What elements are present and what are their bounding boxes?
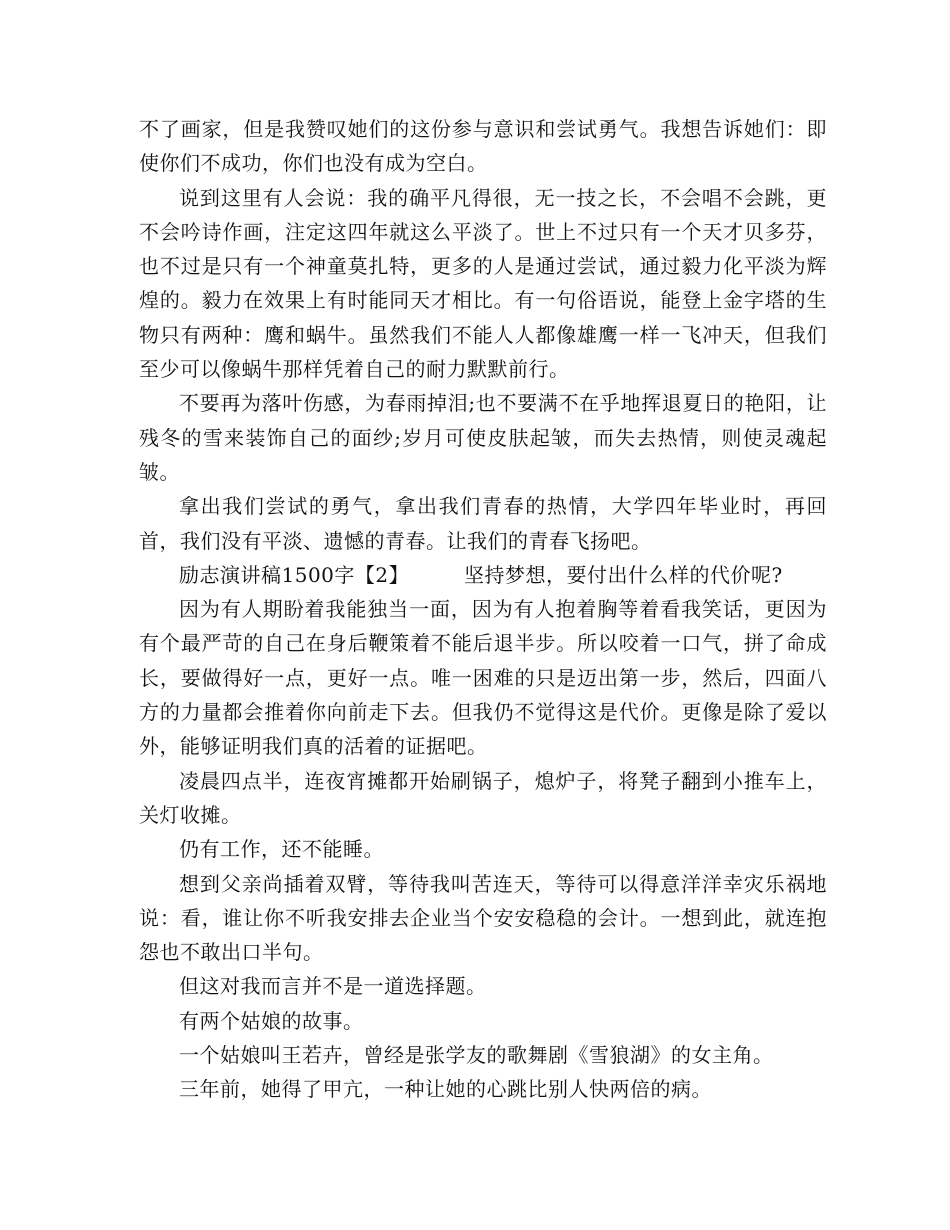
- paragraph: 但这对我而言并不是一道选择题。: [179, 974, 487, 999]
- paragraph: 说到这里有人会说：我的确平凡得很，无一技之长，不会唱不会跳，更不会吟诗作画，注定这四年就这么平淡了。世上不过只有一个天才贝多芬，也不过是只有一个神童莫扎特，更多的人是通过尝试，通过毅力化平淡为辉煌的。毅力在效果上有时能同天才相比。有一句俗语说，能登上金字塔的生物只有两种：鹰和蜗牛。虽然我们不能人人都像雄鹰一样一飞冲天，但我们至少可以像蜗牛那样凭着自己的耐力默默前行。: [139, 185, 827, 382]
- paragraph: 一个姑娘叫王若卉，曾经是张学友的歌舞剧《雪狼湖》的女主角。: [179, 1043, 774, 1068]
- paragraph: 因为有人期盼着我能独当一面，因为有人抱着胸等着看我笑话，更因为有个最严苛的自己在身后鞭策着不能后退半步。所以咬着一口气，拼了命成长，要做得好一点，更好一点。唯一困难的只是迈出第一步，然后，四面八方的力量都会推着你向前走下去。但我仍不觉得这是代价。更像是除了爱以外，能够证明我们真的活着的证据吧。: [139, 597, 827, 759]
- paragraph: 仍有工作，还不能睡。: [179, 837, 384, 862]
- paragraph: 有两个姑娘的故事。: [179, 1008, 364, 1033]
- paragraph-continuation: 不了画家，但是我赞叹她们的这份参与意识和尝试勇气。我想告诉她们：即使你们不成功，你们也没有成为空白。: [139, 117, 827, 176]
- paragraph: 想到父亲尚插着双臂，等待我叫苦连天，等待可以得意洋洋幸灾乐祸地说：看，谁让你不听我安排去企业当个安安稳稳的会计。一想到此，就连抱怨也不敢出口半句。: [139, 871, 827, 965]
- paragraph: 不要再为落叶伤感，为春雨掉泪;也不要满不在乎地挥退夏日的艳阳，让残冬的雪来装饰自己的面纱;岁月可使皮肤起皱，而失去热情，则使灵魂起皱。: [139, 391, 827, 484]
- paragraph: 凌晨四点半，连夜宵摊都开始刷锅子，熄炉子，将凳子翻到小推车上，关灯收摊。: [139, 768, 827, 827]
- document-body: [139, 112, 827, 1107]
- paragraph: 三年前，她得了甲亢，一种让她的心跳比别人快两倍的病。: [179, 1077, 712, 1102]
- paragraph: 拿出我们尝试的勇气，拿出我们青春的热情，大学四年毕业时，再回首，我们没有平淡、遗憾的青春。让我们的青春飞扬吧。: [139, 494, 827, 553]
- section-heading: 励志演讲稿1500字【2】 坚持梦想，要付出什么样的代价呢?: [179, 562, 783, 587]
